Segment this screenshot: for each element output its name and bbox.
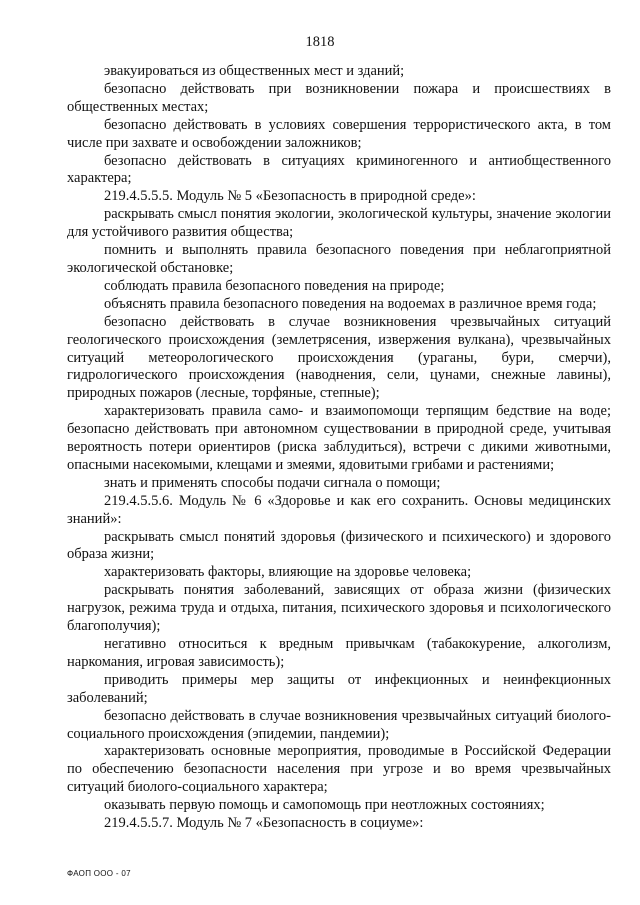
paragraph: эвакуироваться из общественных мест и зданий; <box>104 63 405 79</box>
paragraph: характеризовать факторы, влияющие на здоровье человека; <box>104 564 472 581</box>
paragraph: помнить и выполнять правила безопасного поведения при неблагоприятной экологической обстановке; <box>67 242 611 276</box>
document-body <box>67 63 611 833</box>
module-heading: 219.4.5.5.5. Модуль № 5 «Безопасность в природной среде»: <box>104 188 476 205</box>
page-number: 1818 <box>305 34 335 50</box>
paragraph: безопасно действовать в условиях совершения террористического акта, в том числе при захвате и освобождении заложников; <box>67 116 611 151</box>
document-footer-code: ФАОП ООО - 07 <box>67 869 131 878</box>
module-heading: 219.4.5.5.6. Модуль № 6 «Здоровье и как его сохранить. Основы медицинских знаний»: <box>67 492 611 527</box>
paragraph: негативно относиться к вредным привычкам (табакокурение, алкоголизм, наркомания, игровая зависимость); <box>67 636 611 670</box>
paragraph: безопасно действовать в ситуациях криминогенного и антиобщественного характера; <box>67 152 611 187</box>
paragraph: объяснять правила безопасного поведения на водоемах в различное время года; <box>104 295 597 312</box>
paragraph: характеризовать правила само- и взаимопомощи терпящим бедствие на воде; безопасно действовать при автономном существовании в природной среде, учитывая вероятность потери ориентиров (риска заблудиться), встречи с дикими животными, опасными насекомыми, клещами и змеями, ядовитыми грибами и растениями; <box>67 403 611 473</box>
paragraph: раскрывать смысл понятий здоровья (физического и психического) и здорового образа жизни; <box>67 528 611 563</box>
paragraph: оказывать первую помощь и самопомощь при неотложных состояниях; <box>104 797 545 814</box>
paragraph: безопасно действовать при возникновении пожара и происшествиях в общественных местах; <box>67 80 611 115</box>
module-heading: 219.4.5.5.7. Модуль № 7 «Безопасность в социуме»: <box>104 815 424 832</box>
paragraph: знать и применять способы подачи сигнала о помощи; <box>104 474 441 491</box>
paragraph: безопасно действовать в случае возникновения чрезвычайных ситуаций биолого-социального происхождения (эпидемии, пандемии); <box>67 707 611 742</box>
paragraph: характеризовать основные мероприятия, проводимые в Российской Федерации по обеспечению безопасности населения при угрозе и во время чрезвычайных ситуаций биолого-социального характера; <box>67 743 611 796</box>
paragraph: приводить примеры мер защиты от инфекционных и неинфекционных заболеваний; <box>67 671 611 706</box>
paragraph: раскрывать смысл понятия экологии, экологической культуры, значение экологии для устойчивого развития общества; <box>67 206 611 241</box>
paragraph: раскрывать понятия заболеваний, зависящих от образа жизни (физических нагрузок, режима труда и отдыха, питания, психического здоровья и психологического благополучия); <box>67 582 611 635</box>
paragraph: соблюдать правила безопасного поведения на природе; <box>104 277 445 294</box>
paragraph: безопасно действовать в случае возникновения чрезвычайных ситуаций геологического происхождения (землетрясения, извержения вулкана), чрезвычайных ситуаций метеорологического происхождения (ураганы, бури, смерчи), гидрологического происхождения (наводнения, сели, цунами, снежные лавины), природных пожаров (лесные, торфяные, степные); <box>67 313 611 402</box>
